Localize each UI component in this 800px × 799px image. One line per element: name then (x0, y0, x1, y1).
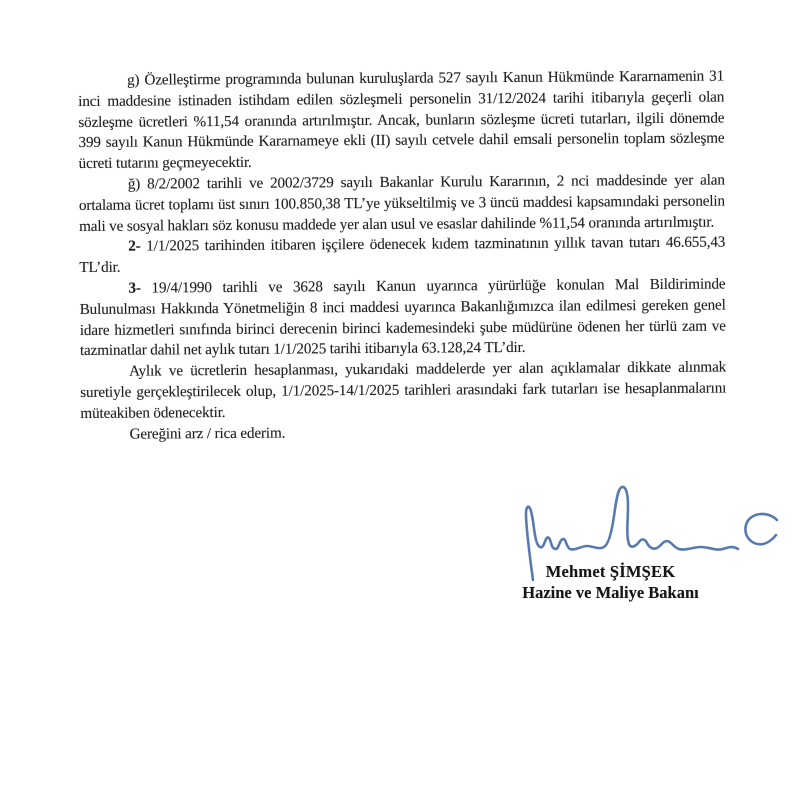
letter-body (78, 66, 727, 445)
paragraph-lead: g) (127, 71, 140, 89)
paragraph-text: Aylık ve ücretlerin hesaplanması, yukarıdaki maddelerde yer alan açıklamalar dikkate alınmak suretiyle gerçekleştirilecek olup, 1/1/2025-14/1/2025 tarihleri arasındaki fark tutarları ise hesaplanmalarını müteakiben ödenecektir. (80, 358, 727, 422)
paragraph-text: Özelleştirme programında bulunan kuruluşlarda 527 sayılı Kanun Hükmünde Kararnamenin 31 inci maddesine istinaden istihdam edilen sözleşmeli personelin 31/12/2024 tarihi itibarıyla geçerli olan sözleşme ücretleri %11,54 oranında artırılmıştır. Ancak, bunların sözleşme ücreti tutarları, ilgili dönemde 399 sayılı Kanun Hükmünde Kararnameye ekli (II) sayılı cetvele dahil emsali personelin toplam sözleşme ücreti tutarını geçmeyecektir. (78, 67, 725, 173)
paragraph-text: 1/1/2025 tarihinden itibaren işçilere ödenecek kıdem tazminatının yıllık tavan tutarı 46.655,43 TL’dir. (79, 233, 726, 277)
signatory-title: Hazine ve Maliye Bakanı (522, 583, 699, 602)
paragraph-gg (79, 170, 725, 237)
closing-line: Gereğini arz / rica ederim. (129, 424, 286, 443)
paragraph-text: 8/2/2002 tarihli ve 2002/3729 sayılı Bakanlar Kurulu Kararının, 2 nci maddesinde yer alan ortalama ücret toplamı üst sınırı 100.850,38 TL’ye yükseltilmiş ve 3 üncü maddesi kapsamındaki personelin mali ve sosyal hakları söz konusu maddede yer alan usul ve esaslar dahilinde %11,54 oranında artırılmıştır. (78, 171, 725, 235)
paragraph-lead: ğ) (127, 175, 141, 193)
paragraph-lead: 2- (128, 237, 141, 256)
paragraph-item-2 (79, 233, 725, 279)
signature-stroke-flourish (745, 514, 777, 544)
paragraph-lead: 3- (128, 279, 141, 297)
paragraph-calculation-note (80, 358, 726, 425)
signatory-name: Mehmet ŞİMŞEK (545, 562, 676, 581)
paragraph-text: 19/4/1990 tarihli ve 3628 sayılı Kanun uyarınca yürürlüğe konulan Mal Bildiriminde Bulunulması Hakkında Yönetmeliğin 8 inci maddesi uyarınca Bakanlığımızca ilan edilmesi gereken genel idare hizmetleri sınıfında birinci derecenin birinci kademesindeki şube müdürüne ödenen her türlü zam ve tazminatlar dahil net aylık tutarı 1/1/2025 tarihi itibarıyla 63.128,24 TL’dir. (79, 275, 726, 360)
paragraph-item-3 (79, 274, 726, 362)
signature-block (488, 561, 733, 603)
paragraph-g (78, 66, 725, 174)
